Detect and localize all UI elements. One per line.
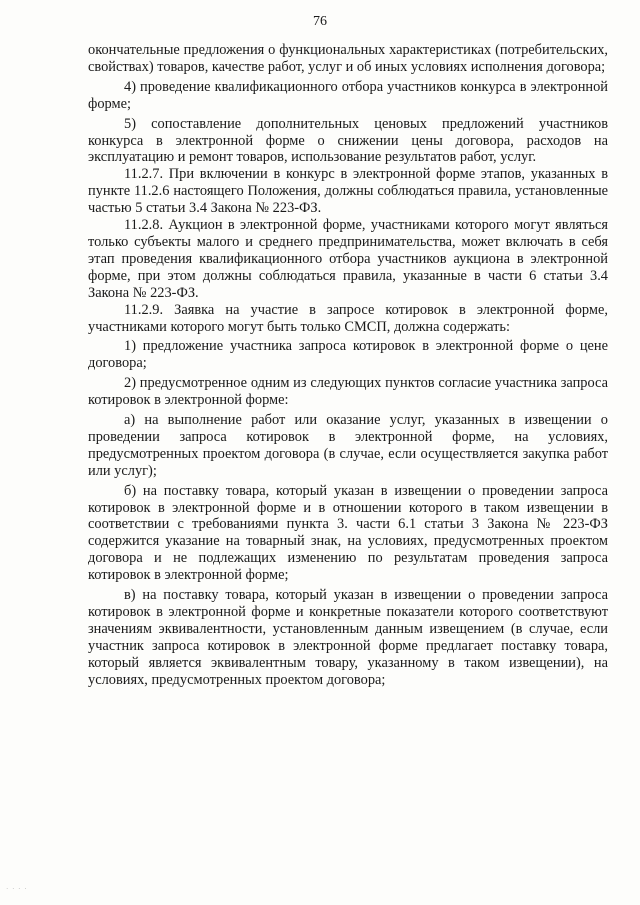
sub-item-v: в) на поставку товара, который указан в извещении о проведении запроса котировок в электронной форме и конкретные показатели которого соответствуют значениям эквивалентности, установленным данным извещением (в случае, если участник запроса котировок в электронной форме предлагает поставку товара, который является эквивалентным товару, указанному в таком извещении), на условиях, предусмотренных проектом договора; [88,587,608,688]
list-item-5: 5) сопоставление дополнительных ценовых предложений участников конкурса в электронной форме о снижении цены договора, расходов на эксплуатацию и ремонт товаров, использование результатов работ, услуг. [88,115,608,166]
paragraph-continuation: окончательные предложения о функциональных характеристиках (потребительских, свойствах) товаров, качестве работ, услуг и об иных условиях исполнения договора; [88,42,608,75]
document-body [88,42,608,689]
clause-11-2-8: 11.2.8. Аукцион в электронной форме, участниками которого могут являться только субъекты малого и среднего предпринимательства, может включать в себя этап проведения квалификационного отбора участников аукциона в электронной форме, при этом должны соблюдаться правила, указанные в части 6 статьи 3.4 Закона № 223-ФЗ. [88,217,608,301]
list-item-2: 2) предусмотренное одним из следующих пунктов согласие участника запроса котировок в электронной форме: [88,375,608,409]
list-item-4: 4) проведение квалификационного отбора участников конкурса в электронной форме; [88,78,608,112]
clause-11-2-9: 11.2.9. Заявка на участие в запросе котировок в электронной форме, участниками которого могут быть только СМСП, должна содержать: [88,301,608,335]
sub-item-b: б) на поставку товара, который указан в извещении о проведении запроса котировок в электронной форме и в отношении которого в таком извещении в соответствии с требованиями пункта 3. части 6.1 статьи 3 Закона № 223-ФЗ содержится указание на товарный знак, на условиях, предусмотренных проектом договора и не подлежащих изменению по результатам проведения запроса котировок в электронной форме; [88,482,608,584]
page-number: 76 [313,14,327,29]
scan-margin-mark: · · · · [6,885,28,893]
clause-11-2-7: 11.2.7. При включении в конкурс в электронной форме этапов, указанных в пункте 11.2.6 настоящего Положения, должны соблюдаться правила, установленные частью 5 статьи 3.4 Закона № 223-ФЗ. [88,166,608,217]
sub-item-a: а) на выполнение работ или оказание услуг, указанных в извещении о проведении запроса котировок в электронной форме, на условиях, предусмотренных проектом договора (в случае, если осуществляется закупка работ или услуг); [88,412,608,479]
list-item-1: 1) предложение участника запроса котировок в электронной форме о цене договора; [88,338,608,372]
